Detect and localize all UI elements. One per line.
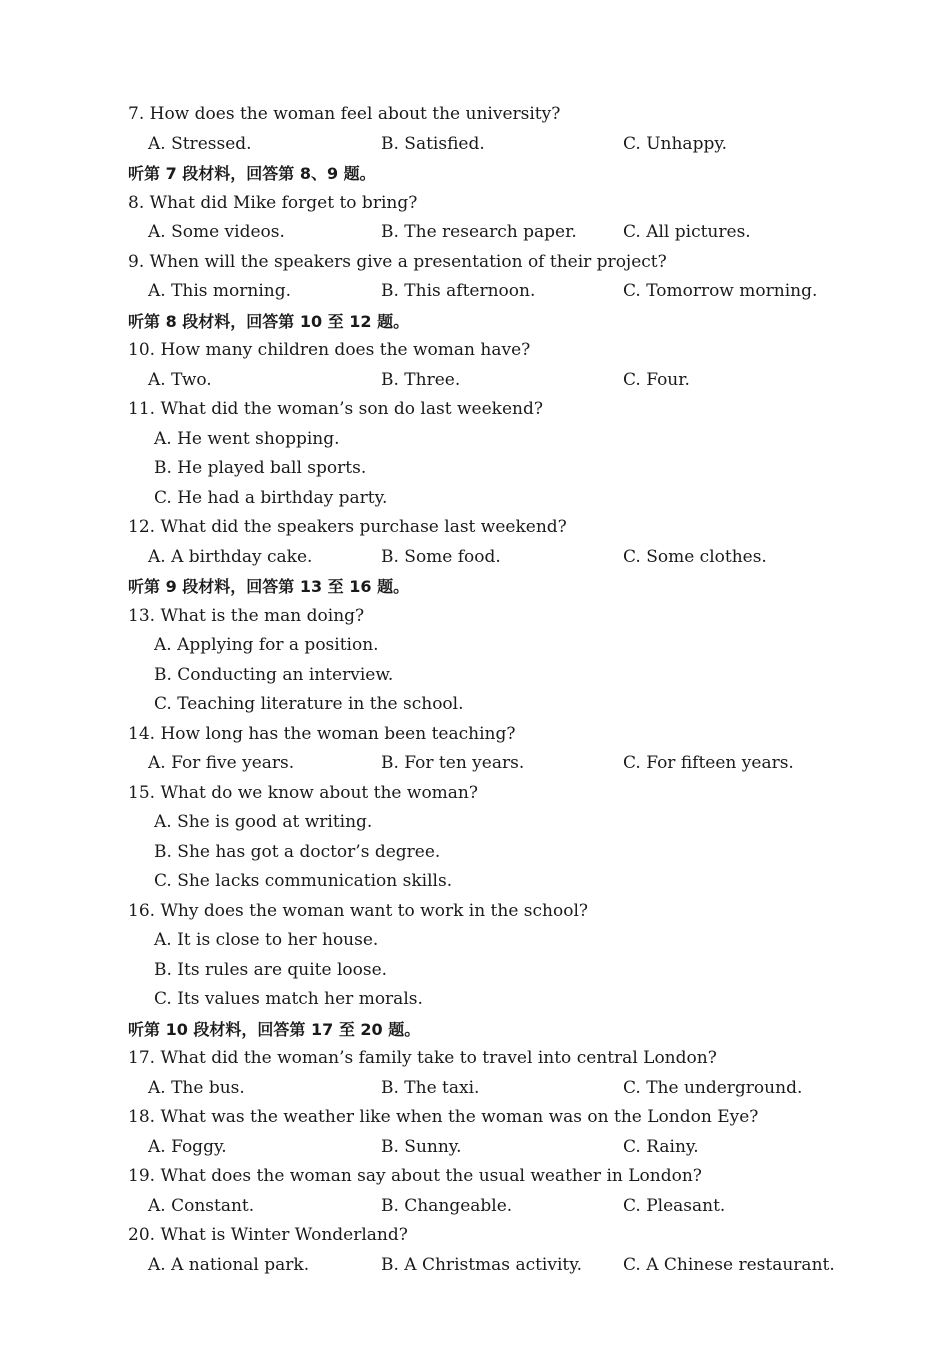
- answer-option-c: C. Rainy.: [623, 1136, 699, 1157]
- answer-option: B. Its rules are quite loose.: [154, 959, 388, 980]
- question-text: 11. What did the woman’s son do last weekend?: [128, 399, 543, 419]
- answer-option-a: A. Some videos.: [148, 222, 285, 242]
- question-text: 17. What did the woman’s family take to travel into central London?: [128, 1048, 717, 1068]
- answer-option-b: B. A Christmas activity.: [381, 1254, 582, 1275]
- answer-option: B. Conducting an interview.: [154, 664, 394, 685]
- answer-option: C. Its values match her morals.: [154, 989, 423, 1009]
- section-instruction: 听第 8 段材料，回答第 10 至 12 题。: [128, 311, 410, 331]
- answer-options-row: [128, 543, 950, 573]
- answer-options-row: [128, 1074, 950, 1104]
- question-text: 20. What is Winter Wonderland?: [128, 1225, 408, 1245]
- answer-options-row: [128, 1192, 950, 1222]
- answer-option-a: A. Foggy.: [148, 1136, 227, 1157]
- answer-option-c: C. Four.: [623, 369, 690, 390]
- question-text: 7. How does the woman feel about the university?: [128, 104, 561, 124]
- question-text: 8. What did Mike forget to bring?: [128, 192, 418, 213]
- question-list: [128, 100, 950, 1280]
- answer-options-row: [128, 366, 950, 396]
- question-text: 16. Why does the woman want to work in the school?: [128, 900, 589, 921]
- answer-option-a: A. Two.: [148, 369, 212, 390]
- answer-option: C. She lacks communication skills.: [154, 871, 453, 891]
- answer-option: A. Applying for a position.: [154, 635, 379, 655]
- section-instruction: 听第 7 段材料，回答第 8、9 题。: [128, 164, 376, 183]
- question-text: 18. What was the weather like when the woman was on the London Eye?: [128, 1107, 759, 1127]
- question-text: 15. What do we know about the woman?: [128, 782, 478, 803]
- answer-options-row: [128, 1133, 950, 1163]
- question-text: 12. What did the speakers purchase last weekend?: [128, 517, 567, 537]
- question-text: 13. What is the man doing?: [128, 605, 365, 626]
- answer-option-a: A. A national park.: [148, 1254, 310, 1275]
- answer-option: A. He went shopping.: [154, 428, 340, 449]
- section-instruction: 听第 10 段材料，回答第 17 至 20 题。: [128, 1019, 421, 1039]
- answer-option: C. Teaching literature in the school.: [154, 694, 464, 714]
- answer-options-row: [128, 130, 950, 160]
- answer-option-c: C. Tomorrow morning.: [623, 281, 818, 301]
- answer-option-b: B. Changeable.: [381, 1195, 513, 1216]
- answer-option-a: A. Stressed.: [148, 133, 252, 154]
- answer-option: A. She is good at writing.: [154, 812, 373, 832]
- answer-option-b: B. Three.: [381, 369, 461, 390]
- question-text: 14. How long has the woman been teaching?: [128, 723, 516, 744]
- answer-option: A. It is close to her house.: [154, 930, 379, 950]
- answer-option-b: B. This afternoon.: [381, 281, 536, 301]
- question-text: 19. What does the woman say about the usual weather in London?: [128, 1166, 702, 1186]
- answer-option-a: A. The bus.: [148, 1077, 245, 1098]
- answer-option-b: B. Some food.: [381, 546, 501, 567]
- answer-option-c: C. Pleasant.: [623, 1195, 726, 1216]
- answer-option-b: B. Sunny.: [381, 1136, 462, 1157]
- answer-options-row: [128, 218, 950, 248]
- answer-option-b: B. Satisfied.: [381, 133, 485, 154]
- answer-option-c: C. All pictures.: [623, 222, 751, 242]
- answer-option-b: B. The research paper.: [381, 222, 577, 242]
- answer-options-row: [128, 277, 950, 307]
- answer-options-row: [128, 1251, 950, 1281]
- answer-option-a: A. For five years.: [148, 753, 295, 773]
- answer-option: C. He had a birthday party.: [154, 487, 388, 508]
- section-instruction: 听第 9 段材料，回答第 13 至 16 题。: [128, 577, 410, 596]
- answer-option-c: C. Unhappy.: [623, 133, 728, 154]
- answer-option-c: C. Some clothes.: [623, 546, 767, 567]
- answer-options-row: [128, 749, 950, 779]
- answer-option-a: A. A birthday cake.: [148, 546, 313, 567]
- answer-option-c: C. For fifteen years.: [623, 753, 794, 773]
- question-text: 9. When will the speakers give a presentation of their project?: [128, 251, 667, 272]
- answer-option: B. He played ball sports.: [154, 458, 367, 478]
- answer-option-a: A. Constant.: [148, 1195, 255, 1216]
- answer-option-b: B. The taxi.: [381, 1077, 480, 1098]
- answer-option: B. She has got a doctor’s degree.: [154, 841, 441, 862]
- answer-option-c: C. A Chinese restaurant.: [623, 1254, 835, 1275]
- question-text: 10. How many children does the woman have?: [128, 340, 531, 360]
- answer-option-c: C. The underground.: [623, 1077, 803, 1098]
- answer-option-b: B. For ten years.: [381, 753, 525, 773]
- answer-option-a: A. This morning.: [148, 281, 292, 301]
